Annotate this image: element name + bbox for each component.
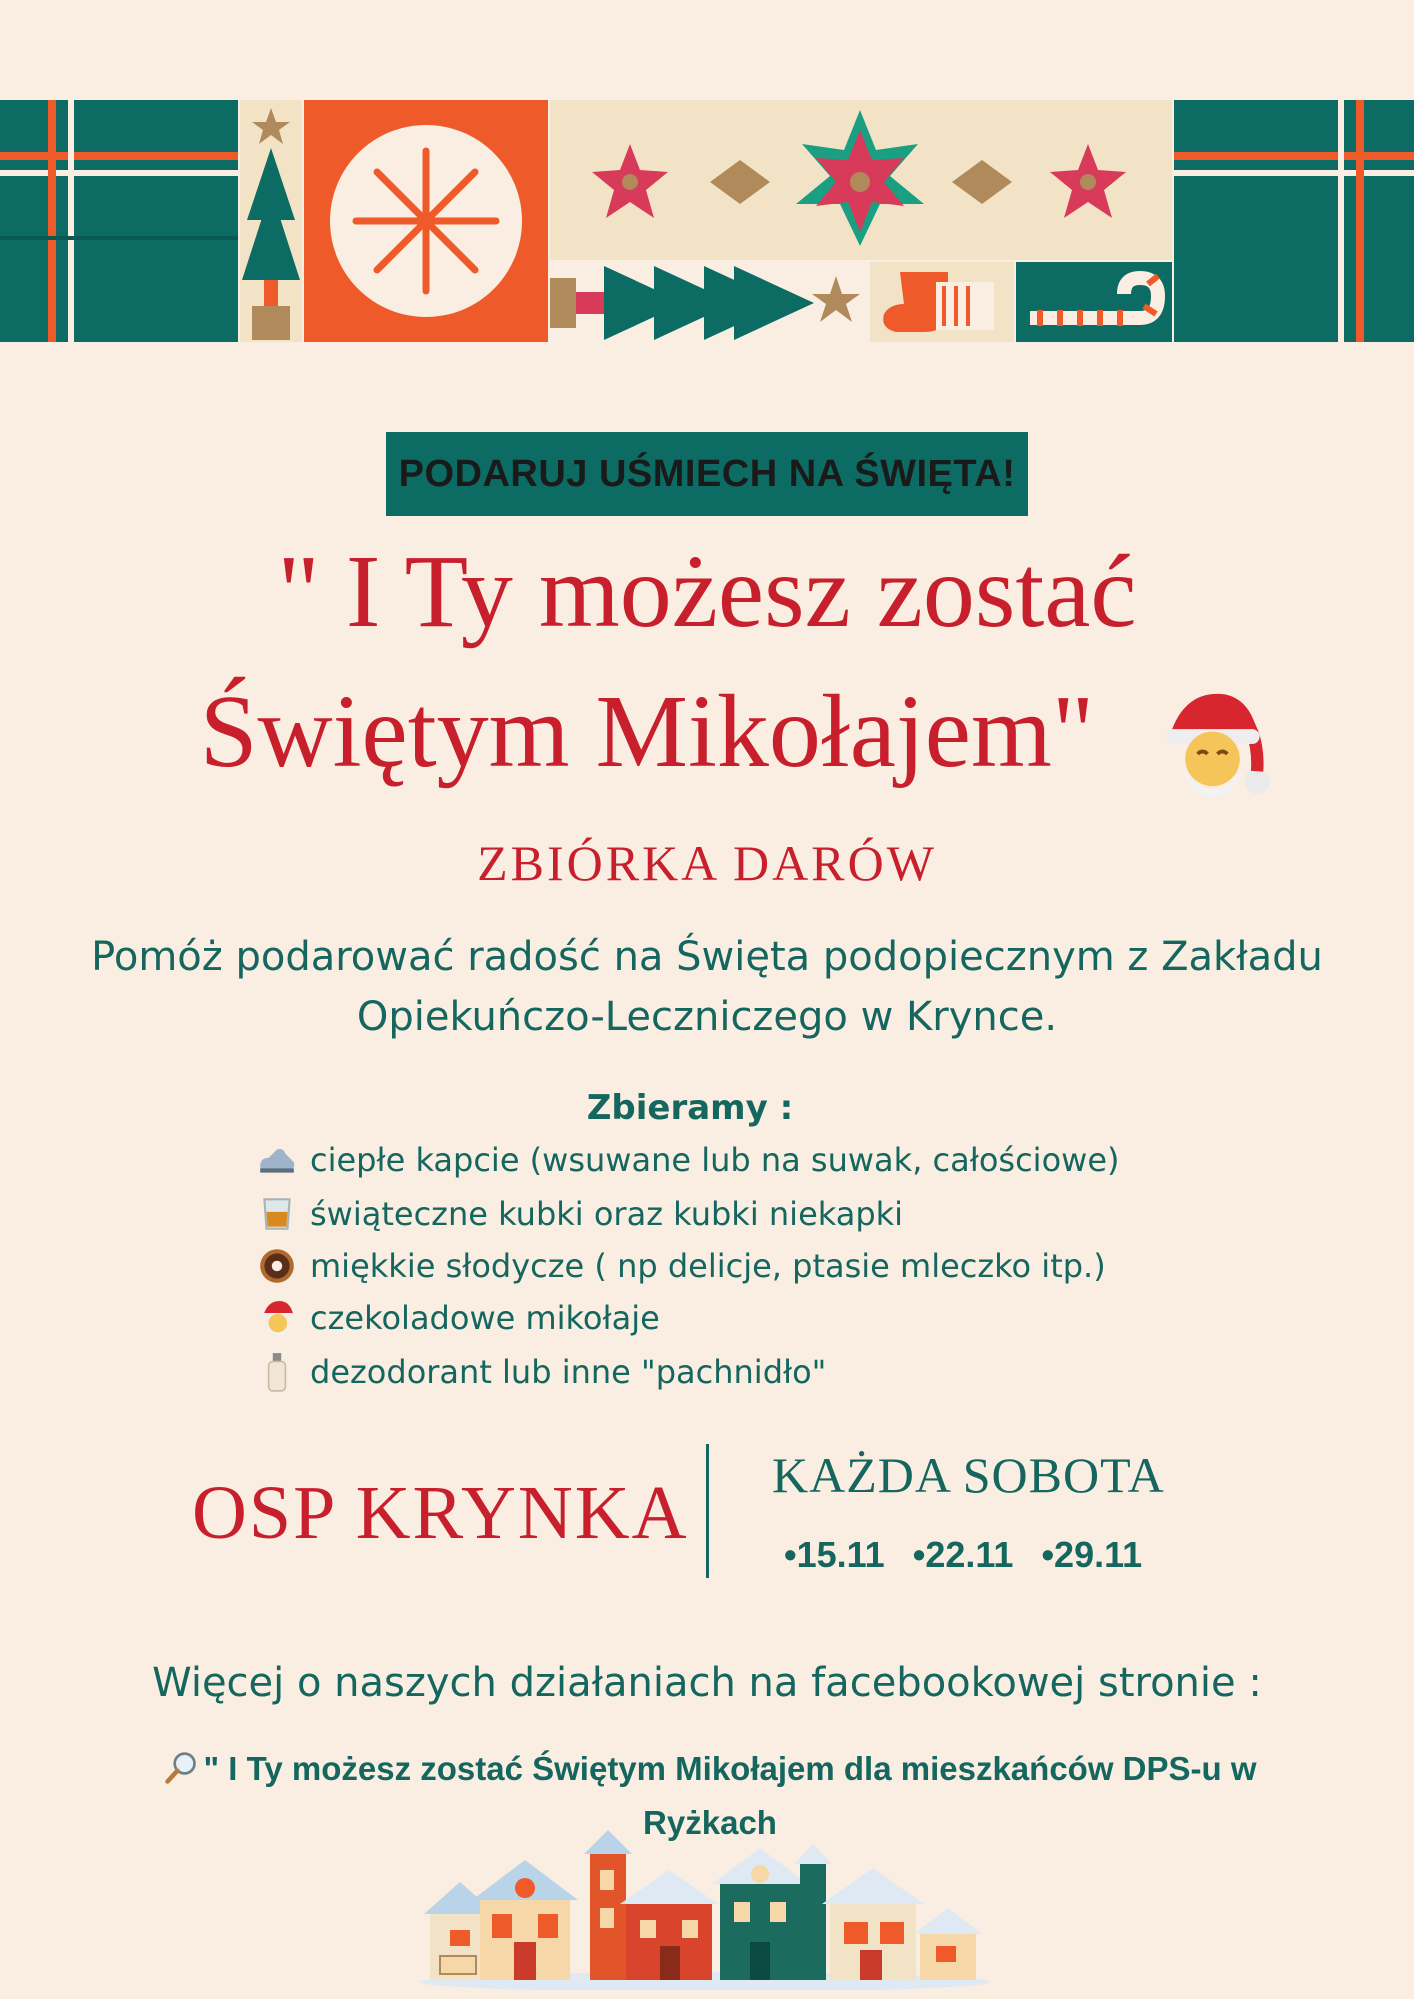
item-text: świąteczne kubki oraz kubki niekapki bbox=[310, 1195, 904, 1233]
date-item: •15.11 bbox=[784, 1534, 885, 1575]
facebook-page-line-1: " I Ty możesz zostać Świętym Mikołajem dla mieszkańców DPS-u w bbox=[203, 1750, 1257, 1787]
list-item bbox=[256, 1190, 903, 1238]
slipper-icon bbox=[256, 1139, 298, 1181]
title-line-1: " I Ty możesz zostać bbox=[277, 534, 1137, 649]
location-name: OSP KRYNKA bbox=[192, 1471, 689, 1555]
schedule-label: KAŻDA SOBOTA bbox=[772, 1447, 1165, 1503]
magnifier-icon bbox=[163, 1750, 199, 1786]
item-text: ciepłe kapcie (wsuwane lub na suwak, całościowe) bbox=[310, 1141, 1120, 1179]
title-line-2: Świętym Mikołajem" bbox=[199, 674, 1095, 789]
subtitle-banner bbox=[386, 432, 1028, 516]
donut-icon bbox=[256, 1245, 298, 1287]
christmas-pattern-banner bbox=[0, 100, 1414, 342]
list-item bbox=[256, 1294, 660, 1342]
houses-illustration bbox=[420, 1830, 990, 1990]
date-item: •29.11 bbox=[1041, 1534, 1143, 1575]
item-text: dezodorant lub inne "pachnidło" bbox=[310, 1353, 827, 1391]
list-item bbox=[256, 1136, 1119, 1184]
date-item: •22.11 bbox=[912, 1534, 1014, 1575]
list-item bbox=[256, 1242, 1106, 1290]
list-item bbox=[256, 1348, 826, 1396]
description-line-2: Opiekuńczo-Leczniczego w Krynce. bbox=[356, 994, 1058, 1040]
glass-icon bbox=[256, 1193, 298, 1235]
santa-icon bbox=[256, 1297, 298, 1339]
bottle-icon bbox=[256, 1351, 298, 1393]
section-heading: ZBIÓRKA DARÓW bbox=[477, 835, 937, 891]
subtitle-text: PODARUJ UŚMIECH NA ŚWIĘTA! bbox=[398, 452, 1016, 495]
facebook-page-line-2: Ryżkach bbox=[643, 1804, 777, 1841]
vertical-divider bbox=[706, 1444, 709, 1578]
schedule-dates bbox=[784, 1534, 1142, 1576]
more-info-text: Więcej o naszych działaniach na facebookowej stronie : bbox=[152, 1660, 1262, 1706]
santa-icon bbox=[1148, 682, 1272, 806]
description-line-1: Pomóż podarować radość na Święta podopiecznym z Zakładu bbox=[91, 934, 1323, 980]
item-text: miękkie słodycze ( np delicje, ptasie mleczko itp.) bbox=[310, 1247, 1106, 1285]
item-text: czekoladowe mikołaje bbox=[310, 1299, 660, 1337]
collect-label: Zbieramy : bbox=[586, 1088, 794, 1128]
